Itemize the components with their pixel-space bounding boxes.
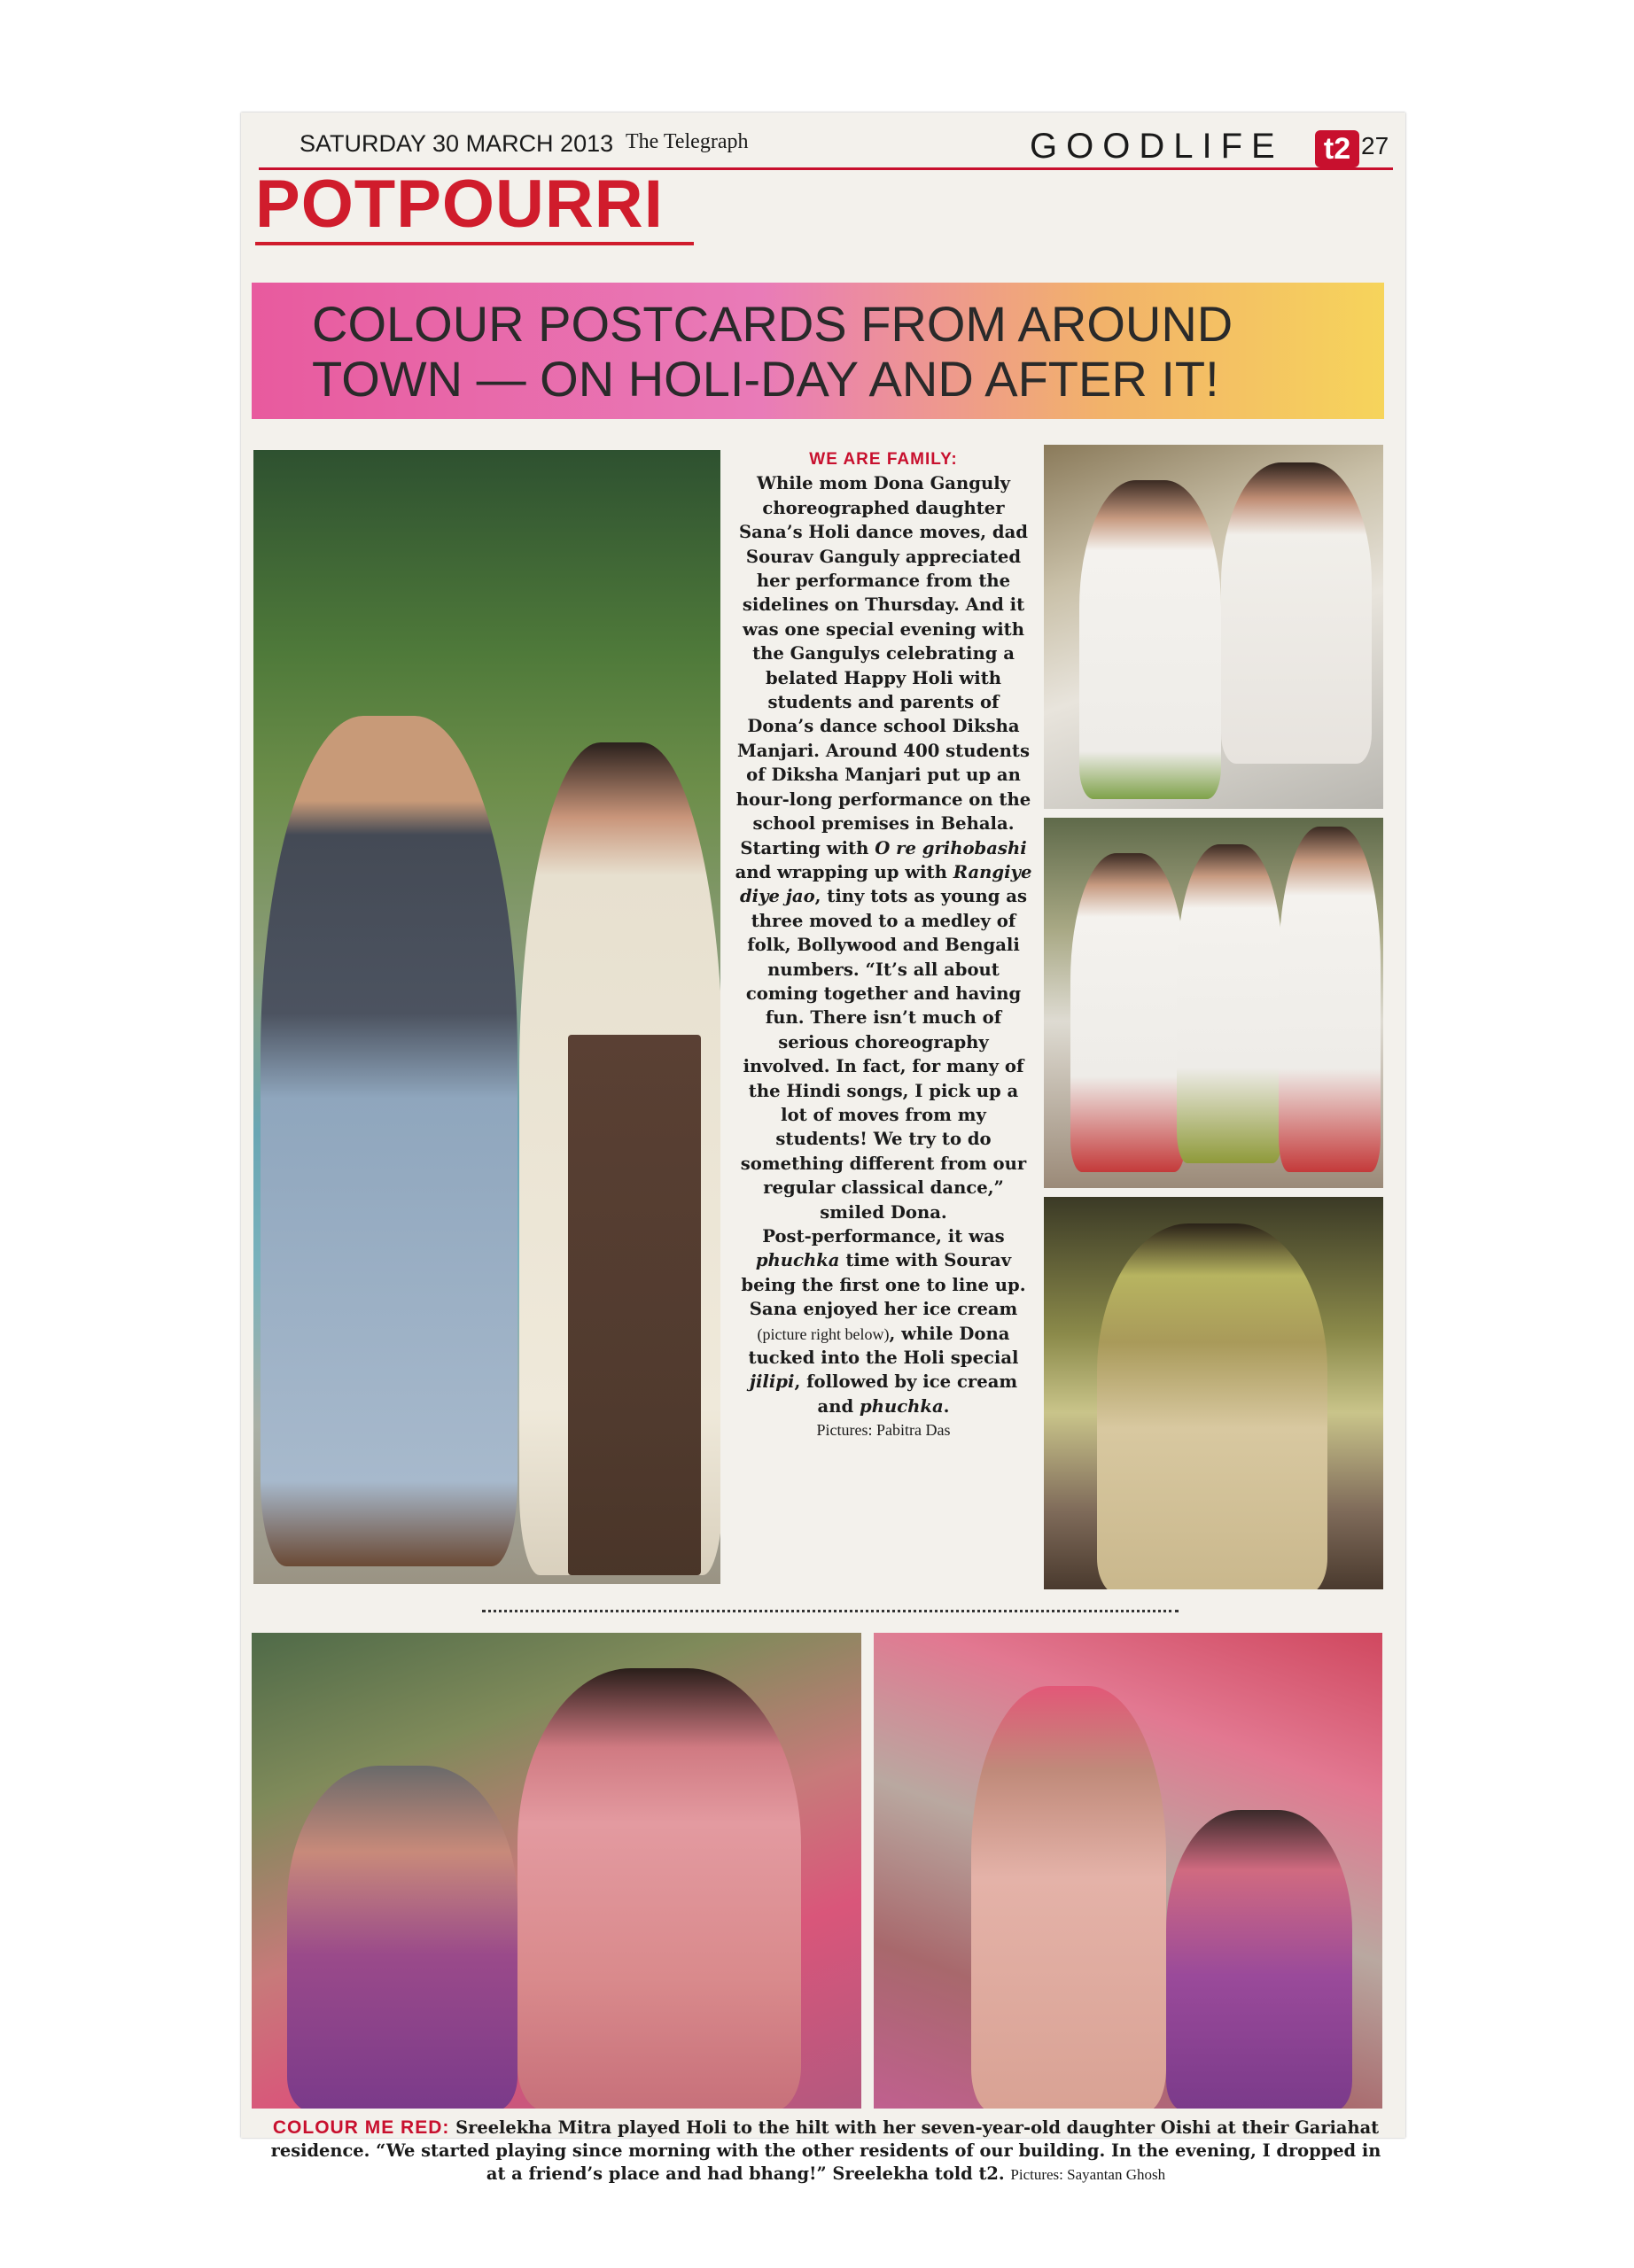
column-title: POTPOURRI (255, 167, 664, 242)
child-figure (1166, 1810, 1352, 2109)
story-text: , tiny tots as young as three moved to a medley of folk, Bollywood and Bengali numbers. “It’s all about coming together and having fun. There isn’t much of serious choreography involved. In fact, for many of the Hindi songs, I pick up a lot of moves from my students! We try to do something different from our regular classical dance,” smiled Dona. (740, 886, 1028, 1223)
newspaper-page (241, 113, 1405, 2184)
headline-line-2: TOWN — ON HOLI-DAY AND AFTER IT! (312, 351, 1219, 407)
photo-colour-splash (874, 1633, 1382, 2109)
photo-dancers-group (1044, 818, 1383, 1188)
photo-ganguly-family (253, 450, 720, 1584)
bottom-caption (268, 2117, 1384, 2186)
story-kicker: WE ARE FAMILY: (809, 450, 958, 469)
woman-figure (971, 1686, 1166, 2109)
story-text: While mom Dona Ganguly choreographed daughter Sana’s Holi dance moves, dad Sourav Ganguly appreciated her performance from the sidelines on Thursday. And it was one special evening with the Gangulys celebrating a belated Happy Holi with students and parents of Dona’s dance school Diksha Manjari. Around 400 students of Diksha Manjari put up an hour-long performance on the school premises in Behala. Starting with (735, 473, 1031, 858)
photo-girl-ice-cream (1044, 1197, 1383, 1589)
column-title-rule (255, 242, 694, 245)
caption-text: Sreelekha Mitra played Holi to the hilt with her seven-year-old daughter Oishi at their Gariahat residence. “We started playing since morning with the other residents of our building. In the evening, I dropped in at a friend’s place and had bhang!” Sreelekha told (270, 2117, 1381, 2184)
story-text: time with Sourav being the first one to line up. Sana enjoyed her ice cream (741, 1250, 1026, 1320)
song-title: Rangiye diye jao (739, 861, 1032, 907)
dancer-figure (1177, 844, 1283, 1163)
photo-dancers-kneeling (1044, 445, 1383, 809)
brand-mention: t2 (978, 2163, 999, 2184)
dancer-figure (1221, 462, 1372, 764)
man-figure (261, 716, 517, 1566)
food-term: phuchka (755, 1250, 840, 1271)
story-text: , followed by ice cream and (794, 1371, 1018, 1417)
dancer-figure (1279, 827, 1381, 1172)
food-term: jilipi (749, 1371, 795, 1393)
story-text: and wrapping up with (735, 861, 953, 882)
photo-mother-daughter-colour (252, 1633, 861, 2109)
dancer-figure (1079, 480, 1221, 799)
story-text: Post-performance, it was (762, 1226, 1005, 1247)
story-text: . (943, 1395, 950, 1417)
headline-banner (252, 283, 1384, 419)
page-number: 27 (1361, 132, 1389, 159)
newspaper-name: The Telegraph (626, 130, 749, 153)
section-name: GOODLIFE (1030, 127, 1284, 166)
photo-credit: Pictures: Pabitra Das (816, 1421, 951, 1440)
song-title: O re grihobashi (875, 837, 1027, 858)
issue-date: SATURDAY 30 MARCH 2013 (300, 130, 614, 157)
caption-text: . (998, 2163, 1011, 2184)
girl-figure (1097, 1223, 1327, 1589)
section-divider (482, 1610, 1179, 1612)
t2-logo: t2 (1315, 130, 1359, 167)
story-paragraph-2 (733, 1224, 1034, 1418)
food-term: phuchka (860, 1395, 944, 1417)
story-paragraph-1 (733, 471, 1034, 1224)
dancer-figure (1070, 853, 1186, 1172)
woman-figure (517, 1668, 801, 2109)
caption-credit: Pictures: Sayantan Ghosh (1010, 2166, 1166, 2183)
child-figure (287, 1766, 517, 2109)
main-story (733, 447, 1034, 1441)
caption-kicker: COLOUR ME RED: (272, 2117, 450, 2138)
photo-reference: (picture right below) (757, 1324, 890, 1343)
wooden-chair (568, 1035, 701, 1575)
story-text: , while Dona tucked into the Holi special (748, 1323, 1019, 1369)
headline-line-1: COLOUR POSTCARDS FROM AROUND (312, 296, 1233, 352)
